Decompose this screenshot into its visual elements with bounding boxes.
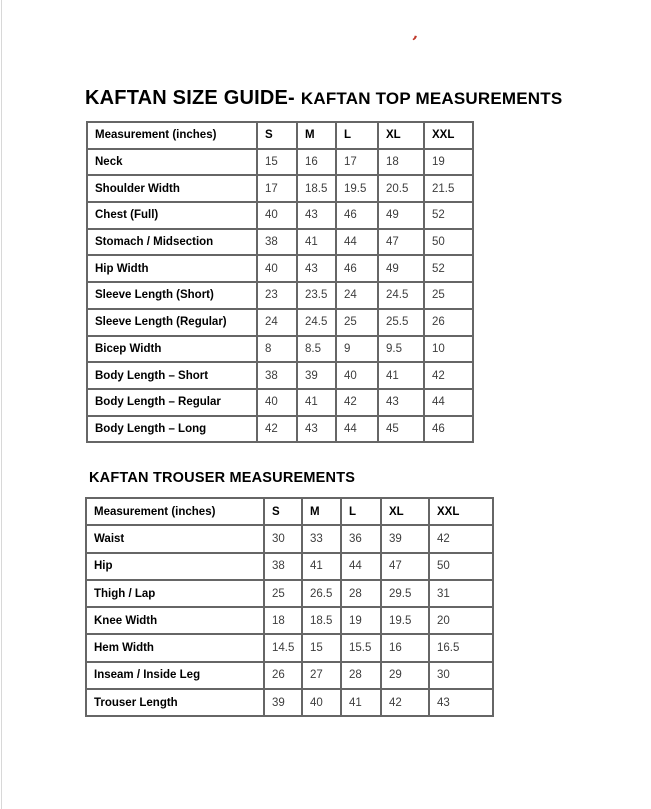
size-value-cell: 27: [302, 662, 341, 689]
size-column-header: L: [341, 498, 381, 525]
table-row: [87, 282, 473, 309]
size-value-cell: 47: [381, 553, 429, 580]
size-value-cell: 46: [424, 416, 473, 443]
kaftan-trouser-measurements-table: [85, 497, 494, 717]
size-value-cell: 42: [336, 389, 378, 416]
size-value-cell: 44: [424, 389, 473, 416]
table-row: [87, 309, 473, 336]
table-row: [86, 607, 493, 634]
size-value-cell: 25.5: [378, 309, 424, 336]
size-value-cell: 23: [257, 282, 297, 309]
size-value-cell: 46: [336, 202, 378, 229]
size-value-cell: 18.5: [297, 175, 336, 202]
measurement-label: Neck: [87, 149, 257, 176]
size-column-header: XL: [378, 122, 424, 149]
size-value-cell: 14.5: [264, 634, 302, 661]
size-value-cell: 44: [336, 416, 378, 443]
page-title-main: KAFTAN SIZE GUIDE-: [85, 87, 295, 109]
size-column-header: S: [264, 498, 302, 525]
measurement-label: Inseam / Inside Leg: [86, 662, 264, 689]
size-value-cell: 38: [257, 362, 297, 389]
size-value-cell: 8.5: [297, 336, 336, 363]
size-value-cell: 16: [297, 149, 336, 176]
measurement-label: Thigh / Lap: [86, 580, 264, 607]
table-row: [87, 255, 473, 282]
measurement-label: Sleeve Length (Short): [87, 282, 257, 309]
size-column-header: M: [302, 498, 341, 525]
size-value-cell: 21.5: [424, 175, 473, 202]
size-value-cell: 10: [424, 336, 473, 363]
size-value-cell: 20.5: [378, 175, 424, 202]
size-value-cell: 28: [341, 662, 381, 689]
size-value-cell: 44: [341, 553, 381, 580]
size-value-cell: 41: [341, 689, 381, 716]
size-value-cell: 50: [424, 229, 473, 256]
measurement-label: Bicep Width: [87, 336, 257, 363]
size-value-cell: 16: [381, 634, 429, 661]
table-row: [86, 580, 493, 607]
table-row: [87, 362, 473, 389]
trouser-section-title: KAFTAN TROUSER MEASUREMENTS: [89, 470, 356, 486]
size-value-cell: 25: [264, 580, 302, 607]
table-row: [86, 662, 493, 689]
size-value-cell: 18: [264, 607, 302, 634]
size-value-cell: 20: [429, 607, 493, 634]
table-row: [87, 202, 473, 229]
measurement-label: Body Length – Short: [87, 362, 257, 389]
size-column-header: XXL: [429, 498, 493, 525]
size-column-header: XL: [381, 498, 429, 525]
size-value-cell: 40: [257, 255, 297, 282]
size-value-cell: 46: [336, 255, 378, 282]
size-column-header: XXL: [424, 122, 473, 149]
table-row: [86, 634, 493, 661]
size-value-cell: 28: [341, 580, 381, 607]
table-row: [87, 149, 473, 176]
measurement-column-header: Measurement (inches): [87, 122, 257, 149]
table-row: [87, 175, 473, 202]
size-value-cell: 49: [378, 202, 424, 229]
size-value-cell: 40: [336, 362, 378, 389]
table-row: [87, 416, 473, 443]
size-value-cell: 24.5: [378, 282, 424, 309]
measurement-label: Waist: [86, 525, 264, 552]
size-value-cell: 9: [336, 336, 378, 363]
size-value-cell: 39: [381, 525, 429, 552]
size-value-cell: 29.5: [381, 580, 429, 607]
header-row: [87, 122, 473, 149]
size-value-cell: 47: [378, 229, 424, 256]
measurement-label: Body Length – Regular: [87, 389, 257, 416]
table-row: [87, 336, 473, 363]
measurement-label: Chest (Full): [87, 202, 257, 229]
header-row: [86, 498, 493, 525]
size-value-cell: 43: [429, 689, 493, 716]
size-value-cell: 41: [297, 389, 336, 416]
kaftan-top-measurements-table: [86, 121, 474, 443]
size-value-cell: 16.5: [429, 634, 493, 661]
size-value-cell: 36: [341, 525, 381, 552]
measurement-label: Body Length – Long: [87, 416, 257, 443]
size-value-cell: 42: [381, 689, 429, 716]
size-value-cell: 40: [257, 202, 297, 229]
size-value-cell: 39: [297, 362, 336, 389]
size-value-cell: 26: [264, 662, 302, 689]
measurement-label: Sleeve Length (Regular): [87, 309, 257, 336]
page-title: [85, 87, 562, 110]
table-row: [86, 553, 493, 580]
size-value-cell: 52: [424, 255, 473, 282]
size-value-cell: 39: [264, 689, 302, 716]
size-value-cell: 24.5: [297, 309, 336, 336]
size-value-cell: 38: [257, 229, 297, 256]
table-row: [86, 525, 493, 552]
size-value-cell: 42: [429, 525, 493, 552]
table-row: [86, 689, 493, 716]
size-value-cell: 40: [257, 389, 297, 416]
table-row: [87, 389, 473, 416]
size-value-cell: 43: [297, 255, 336, 282]
size-value-cell: 19.5: [381, 607, 429, 634]
size-value-cell: 17: [336, 149, 378, 176]
size-value-cell: 23.5: [297, 282, 336, 309]
size-value-cell: 19: [424, 149, 473, 176]
measurement-label: Shoulder Width: [87, 175, 257, 202]
size-value-cell: 52: [424, 202, 473, 229]
size-value-cell: 43: [297, 202, 336, 229]
size-value-cell: 49: [378, 255, 424, 282]
size-value-cell: 40: [302, 689, 341, 716]
measurement-label: Stomach / Midsection: [87, 229, 257, 256]
size-value-cell: 15.5: [341, 634, 381, 661]
measurement-column-header: Measurement (inches): [86, 498, 264, 525]
size-value-cell: 26: [424, 309, 473, 336]
size-value-cell: 19.5: [336, 175, 378, 202]
size-value-cell: 9.5: [378, 336, 424, 363]
measurement-label: Trouser Length: [86, 689, 264, 716]
measurement-label: Hip Width: [87, 255, 257, 282]
measurement-label: Knee Width: [86, 607, 264, 634]
page-title-sub: KAFTAN TOP MEASUREMENTS: [300, 89, 563, 108]
size-value-cell: 15: [257, 149, 297, 176]
size-column-header: L: [336, 122, 378, 149]
size-value-cell: 44: [336, 229, 378, 256]
size-value-cell: 41: [378, 362, 424, 389]
size-value-cell: 50: [429, 553, 493, 580]
table-row: [87, 229, 473, 256]
size-value-cell: 30: [264, 525, 302, 552]
size-value-cell: 8: [257, 336, 297, 363]
measurement-label: Hip: [86, 553, 264, 580]
page-left-edge-line: [1, 0, 2, 809]
size-value-cell: 25: [336, 309, 378, 336]
size-value-cell: 33: [302, 525, 341, 552]
size-value-cell: 43: [297, 416, 336, 443]
size-value-cell: 42: [424, 362, 473, 389]
size-value-cell: 24: [336, 282, 378, 309]
size-column-header: S: [257, 122, 297, 149]
size-value-cell: 25: [424, 282, 473, 309]
size-value-cell: 38: [264, 553, 302, 580]
size-value-cell: 31: [429, 580, 493, 607]
size-value-cell: 30: [429, 662, 493, 689]
size-value-cell: 45: [378, 416, 424, 443]
size-value-cell: 42: [257, 416, 297, 443]
red-ink-mark: ’: [409, 32, 419, 54]
size-value-cell: 15: [302, 634, 341, 661]
measurement-label: Hem Width: [86, 634, 264, 661]
size-value-cell: 17: [257, 175, 297, 202]
size-value-cell: 26.5: [302, 580, 341, 607]
size-value-cell: 19: [341, 607, 381, 634]
size-value-cell: 24: [257, 309, 297, 336]
size-value-cell: 18: [378, 149, 424, 176]
size-value-cell: 18.5: [302, 607, 341, 634]
size-value-cell: 29: [381, 662, 429, 689]
size-column-header: M: [297, 122, 336, 149]
size-value-cell: 41: [297, 229, 336, 256]
size-value-cell: 43: [378, 389, 424, 416]
size-value-cell: 41: [302, 553, 341, 580]
